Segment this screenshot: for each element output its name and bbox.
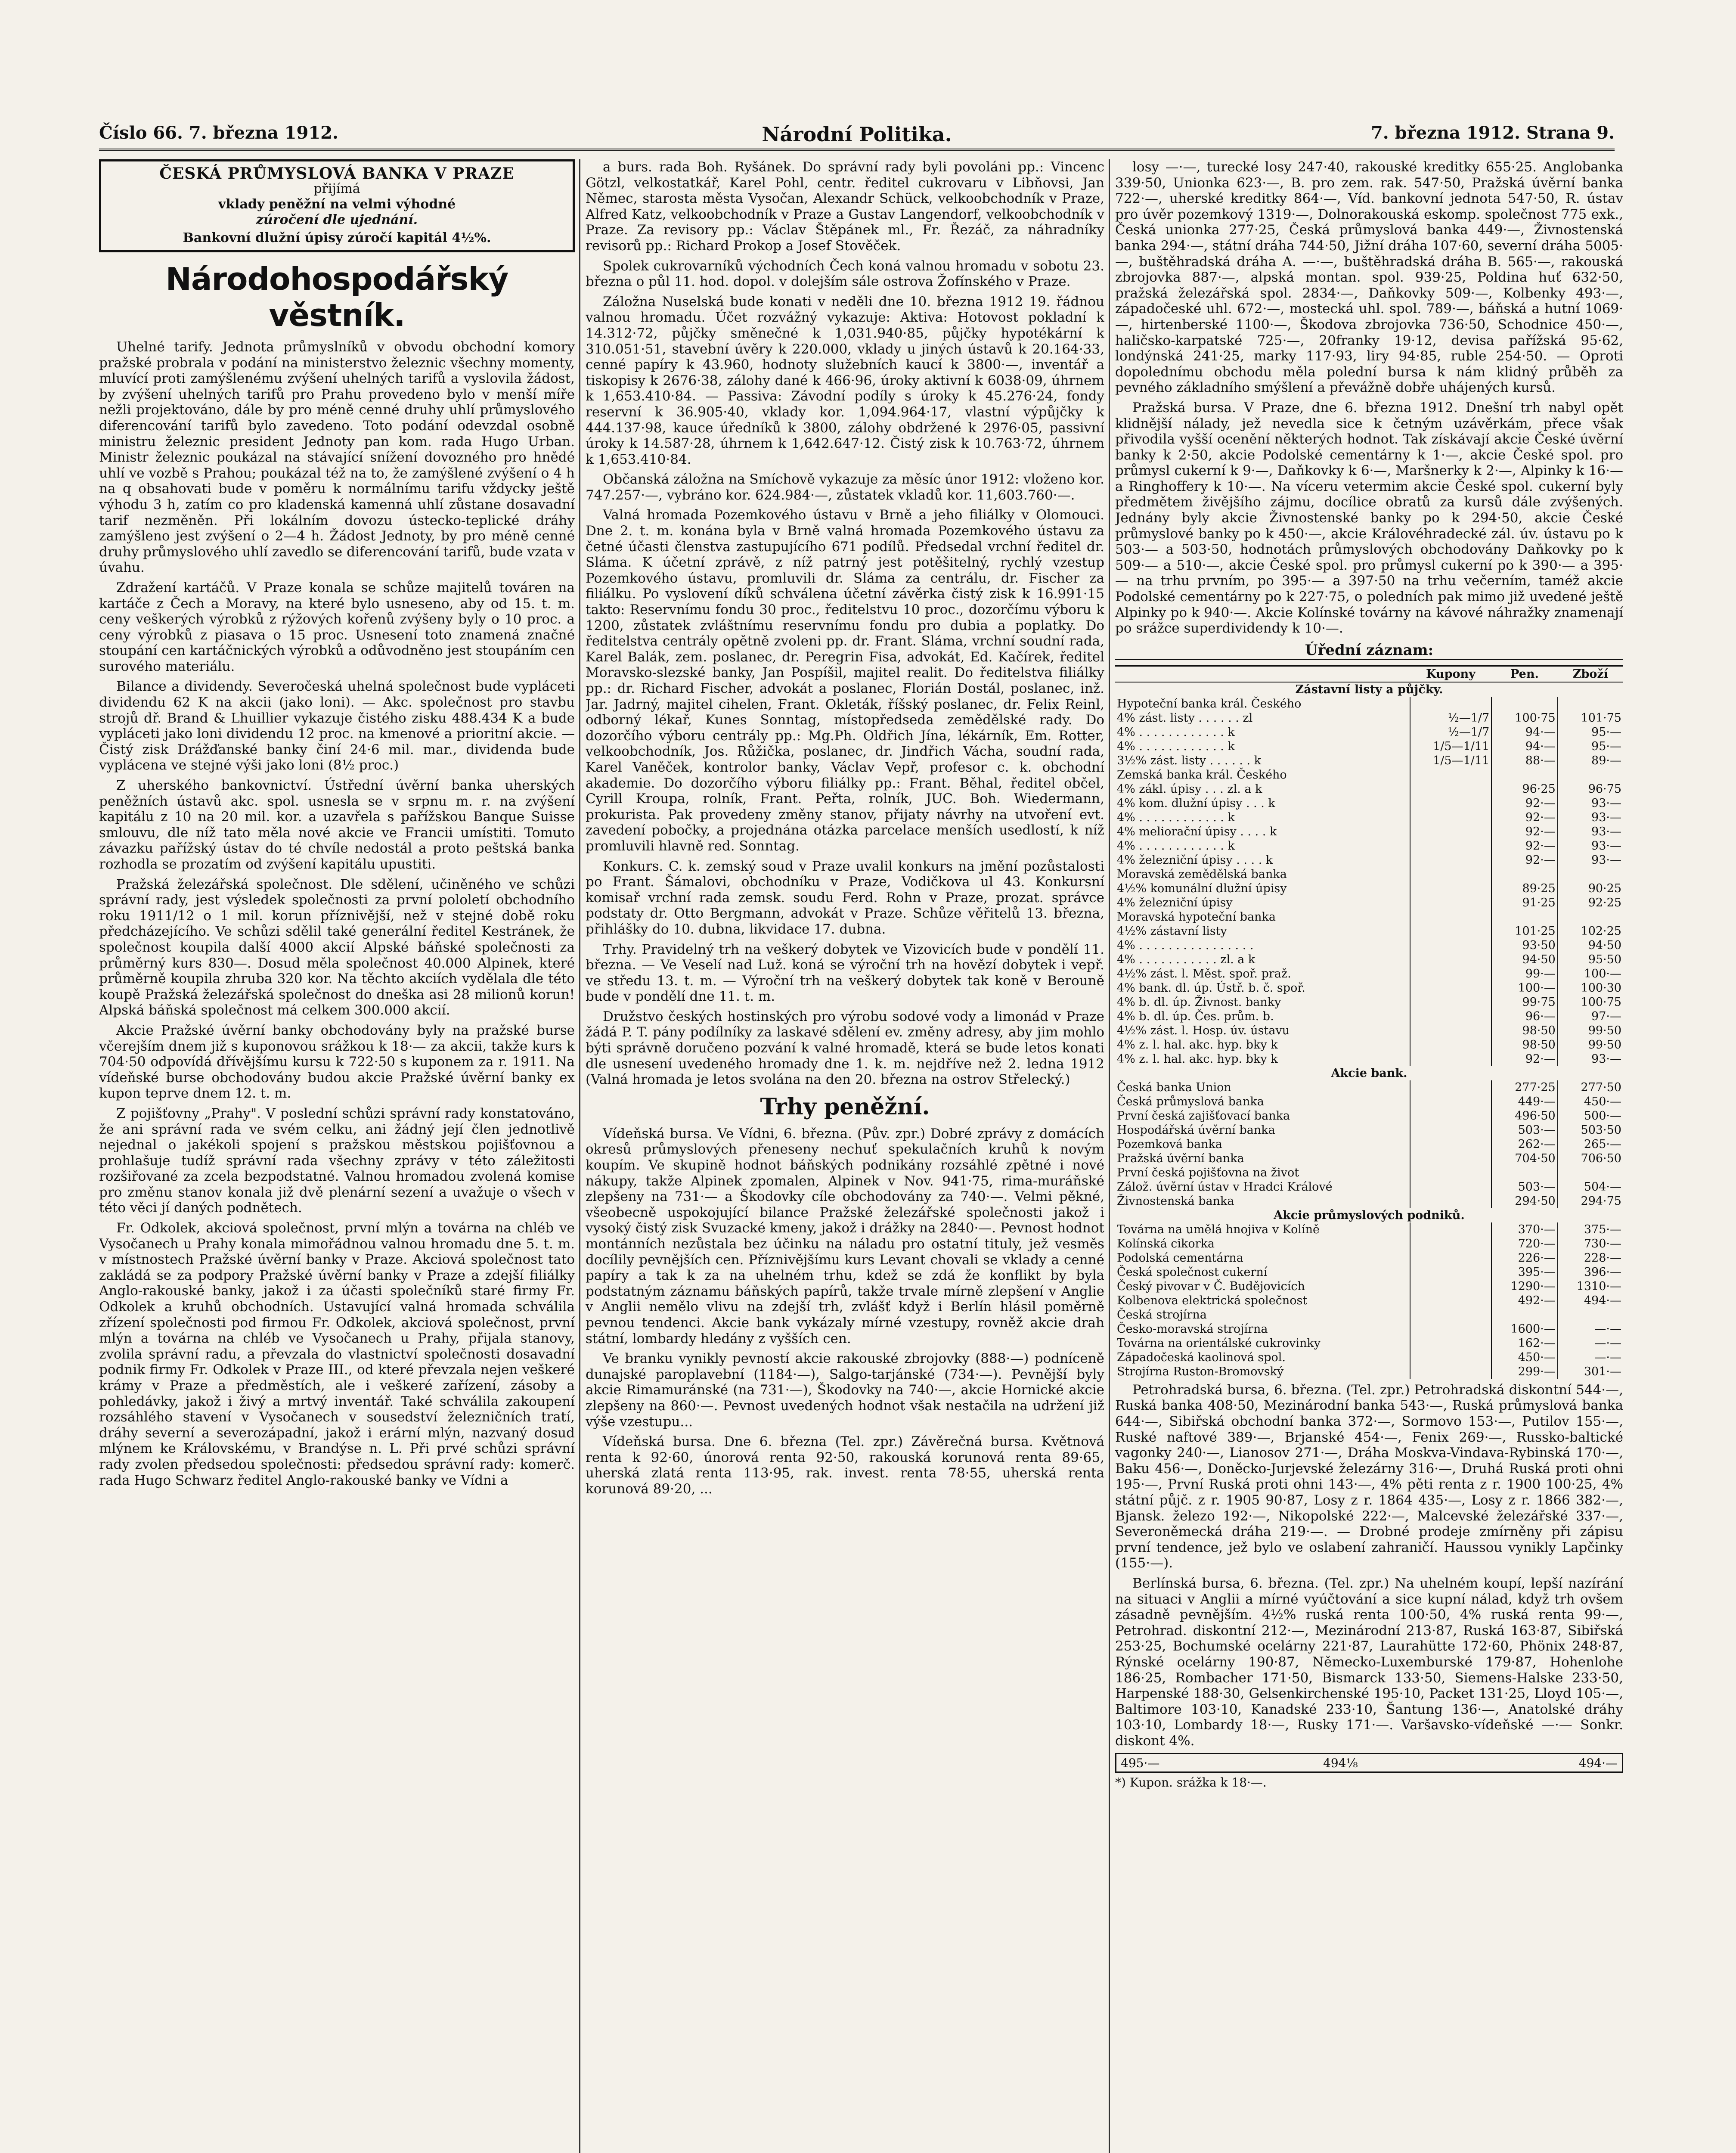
coupon-cell: ½—1/7 xyxy=(1410,725,1492,739)
table-row xyxy=(1115,1237,1623,1251)
goods-cell: 100·75 xyxy=(1558,995,1623,1009)
article-paragraph: Družstvo českých hostinských pro výrobu sodové vody a limonád v Praze žádá P. T. pány podílníky za laskavé sdělení ev. změny adresy, aby jim mohlo býti správně doručeno pozvání k valné hromadě, která se bude letos konati dle usnesení uvedeného hromady dne 1. k. m. nejdříve než 2. ledna 1912 (Valná hromada je letos svolána na den 20. března na ostrov Střelecký.) xyxy=(586,1008,1104,1088)
table-row xyxy=(1115,796,1623,810)
money-cell: 99·75 xyxy=(1491,995,1558,1009)
row-label: Továrna na orientálské cukrovinky xyxy=(1117,1336,1321,1350)
table-row xyxy=(1115,896,1623,910)
coupon-cell xyxy=(1410,1294,1492,1308)
coupon-cell xyxy=(1410,995,1492,1009)
ad-line: Bankovní dlužní úpisy zúročí kapitál 4½%. xyxy=(183,230,491,245)
row-label: 4% b. dl. úp. Čes. prům. b. xyxy=(1117,1009,1274,1023)
coupon-cell xyxy=(1410,697,1492,711)
summary-value: 494⅛ xyxy=(1323,1756,1358,1771)
coupon-cell xyxy=(1410,1336,1492,1350)
goods-cell: 450·— xyxy=(1558,1095,1623,1109)
money-cell: 370·— xyxy=(1491,1222,1558,1237)
article-paragraph: Fr. Odkolek, akciová společnost, první mlýn a továrna na chléb ve Vysočanech u Prahy konala mimořádnou valnou hromadu dne 5. t. m. v místnostech Pražské úvěrní banky v Praze. Akciová společnost tato zakládá se za podpory Pražské úvěrní banky v Praze a zdejší filiálky Anglo-rakouské banky, jakož i za účasti společníků staré firmy Fr. Odkolek a kruhů obchodních. Ustavující valná hromada schválila zřízení společnosti pod firmou Fr. Odkolek, akciová společnost, první mlýn a továrna na chléb ve Vysočanech u Prahy, přijala stanovy, zvolila správní radu, a převzala do vlastnictví společnosti dosavadní podnik firmy Fr. Odkolek v Praze III., od které převzala nejen veškeré krámy v Praze a předměstích, ale i veškeré zařízení, zásoby a pohledávky, jakož i živý a mrtvý inventář. Také schválila zakoupení rozsáhlého stavení v Vysočanech v sousedství železničních tratí, dráhy severní a severozápadní, jakož i erární mlýn, nazvaný dosud mlýnem ke Královskému, v Brandýse n. L. Při prvé schůzi správní rady zvolen předsedou společnosti: předsedou správní rady: komerč. rada Hugo Schwarz ředitel Anglo-rakouské banky ve Vídni a xyxy=(99,1220,575,1488)
coupon-cell xyxy=(1410,782,1492,796)
money-cell: 277·25 xyxy=(1491,1080,1558,1095)
coupon-cell: 1/5—1/11 xyxy=(1410,739,1492,754)
row-label: 4% . . . . . . . . . . . . k xyxy=(1117,810,1235,824)
coupon-cell xyxy=(1410,853,1492,867)
goods-cell: 706·50 xyxy=(1558,1151,1623,1166)
money-cell: 96·25 xyxy=(1491,782,1558,796)
row-label: 3½% zást. listy . . . . . . k xyxy=(1117,754,1261,767)
coupon-cell xyxy=(1410,796,1492,810)
money-cell: 94·— xyxy=(1491,739,1558,754)
coupon-cell xyxy=(1410,1180,1492,1194)
coupon-cell xyxy=(1410,1095,1492,1109)
money-cell: 503·— xyxy=(1491,1180,1558,1194)
table-group-row xyxy=(1115,1066,1623,1080)
ad-line: přijímá xyxy=(313,181,360,196)
coupon-cell xyxy=(1410,1194,1492,1208)
date-page-info: 7. března 1912. Strana 9. xyxy=(1370,123,1615,143)
ad-line: zúročení dle ujednání. xyxy=(256,212,418,227)
table-row xyxy=(1115,1009,1623,1024)
article-paragraph: Trhy. Pravidelný trh na veškerý dobytek ve Vizovicích bude v pondělí 11. března. — Ve Veselí nad Luž. koná se výroční trh na hovězí dobytek i vepř. ve středu 13. t. m. — Výroční trh na veškerý dobytek tak koně v Berouně bude v pondělí dne 11. t. m. xyxy=(586,941,1104,1005)
row-label: Česko-moravská strojírna xyxy=(1117,1322,1268,1336)
money-cell xyxy=(1491,1166,1558,1180)
goods-cell: 95·— xyxy=(1558,725,1623,739)
goods-cell: 93·— xyxy=(1558,796,1623,810)
table-row xyxy=(1115,1308,1623,1322)
row-label: Továrna na umělá hnojiva v Kolíně xyxy=(1117,1222,1320,1236)
goods-cell: 99·50 xyxy=(1558,1024,1623,1038)
coupon-cell xyxy=(1410,1308,1492,1322)
table-row xyxy=(1115,1194,1623,1208)
goods-cell xyxy=(1558,768,1623,782)
row-label: 4% . . . . . . . . . . . . . . . . xyxy=(1117,938,1254,952)
goods-cell: 96·75 xyxy=(1558,782,1623,796)
newspaper-title: Národní Politika. xyxy=(762,123,952,146)
goods-cell: 90·25 xyxy=(1558,881,1623,896)
goods-cell: 95·— xyxy=(1558,739,1623,754)
summary-value: 494·— xyxy=(1578,1756,1618,1771)
article-paragraph: Uhelné tarify. Jednota průmyslníků v obvodu obchodní komory pražské probrala v podání na ministerstvo železnic všechny momenty, mluvící proti zamýšlenému zvýšení uhelných tarifů a vyslovila žádost, by zvýšení uhelných tarifů pro Prahu provedeno bylo v menší míře nežli projektováno, dále by pro méně cenné druhy uhlí průmyslového diferencování tarifů bylo zavedeno. Toto podání odevzdal osobně ministru železnic president Jednoty pan kom. rada Hugo Urban. Ministr železnic poukázal na stávající snížení dovozného pro hnědé uhlí ve vozbě s Prahou; poukázal též na to, že zamýšlené zvýšení o 4 h na q obsahovati bude v poměru k normálnímu tarifu vždycky ještě výhodu 3 h, zatím co pro kladenská kamenná uhlí zůstane dosavadní tarif nezměněn. Při lokálním dovozu ústecko-teplické dráhy zamýšleno jest zvýšení o 2—4 h. Žádost Jednoty, by pro méně cenné druhy průmyslového uhlí zavedlo se diferencování tarifů, bude vzata v úvahu. xyxy=(99,339,575,576)
money-cell: 98·50 xyxy=(1491,1038,1558,1052)
table-header: Kupony xyxy=(1410,666,1492,682)
money-cell xyxy=(1491,867,1558,881)
row-label: Zálož. úvěrní ústav v Hradci Králové xyxy=(1117,1180,1333,1194)
article-paragraph: Konkurs. C. k. zemský soud v Praze uvalil konkurs na jmění pozůstalosti po Frant. Šámalovi, obchodníku v Praze, Vodičkova ul 43. Konkursní komisař vrchní rada zemsk. soudu Ferd. Rohn v Praze, prozat. správce podstaty dr. Otto Bergmann, advokát v Praze. Schůze věřitelů 13. března, přihlášky do 10. dubna, likvidace 17. dubna. xyxy=(586,858,1104,937)
section-title: Národohospodářský věstník. xyxy=(165,261,508,333)
money-cell xyxy=(1491,910,1558,924)
article-paragraph: losy —·—, turecké losy 247·40, rakouské kreditky 655·25. Anglobanka 339·50, Unionka 623·—, B. pro zem. rak. 547·50, Pražská úvěrní banka 722·—, uherské kreditky 864·—, Víd. bankovní jednota 547·50, R. ústav pro úvěr pozemkový 1319·—, Dolnorakouská eskomp. společnost 775 exk., Česká unionka 277·25, Česká průmyslová banka 449·—, Živnostenská banka 294·—, státní dráha 744·50, Jižní dráha 107·60, severní dráha 5005·—, buštěhradská dráha A. —·—, buštěhradská dráha B. 565·—, rakouská zbrojovka 887·—, alpská montan. spol. 939·25, Poldina huť 632·50, pražská železářská spol. 2834·—, Daňkovky 509·—, Kolbenky 493·—, západočeské uhl. 672·—, mostecká uhl. spol. 789·—, báňská a hutní 1069·—, hirtenberské 1100·—, Škodova zbrojovka 736·50, Schodnice 450·—, haličsko-karpatské 725·—, 20franky 19·12, devisa pařížská 95·62, londýnská 241·25, marky 117·93, liry 94·85, ruble 254·50. — Oproti dopolednímu obchodu měla polední bursa k nám klidný průběh za pevného základního smýšlení a převážně dobře uhájených kursů. xyxy=(1115,159,1623,396)
table-row xyxy=(1115,825,1623,839)
goods-cell: 93·— xyxy=(1558,810,1623,825)
row-label: Česká banka Union xyxy=(1117,1080,1231,1094)
table-row xyxy=(1115,1265,1623,1279)
table-row xyxy=(1115,1038,1623,1052)
coupon-cell xyxy=(1410,1080,1492,1095)
coupon-cell xyxy=(1410,1322,1492,1336)
table-row xyxy=(1115,981,1623,995)
table-header: Pen. xyxy=(1491,666,1558,682)
goods-cell: 301·— xyxy=(1558,1365,1623,1379)
goods-cell: 100·30 xyxy=(1558,981,1623,995)
article-paragraph: Vídeňská bursa. Dne 6. března (Tel. zpr.) Závěrečná bursa. Květnová renta k 92·60, únorová renta 92·50, rakouská korunová renta 89·65, uherská zlatá renta 113·95, rak. invest. renta 78·55, uherská renta korunová 89·20, ... xyxy=(586,1434,1104,1497)
goods-cell: 503·50 xyxy=(1558,1123,1623,1137)
article-paragraph: Vídeňská bursa. Ve Vídni, 6. března. (Pův. zpr.) Dobré zprávy z domácích okresů průmyslových přeneseny nechuť spekulačních kruhů k novým koupím. Ve skupině hodnot báňských podnikány rozsáhlé zpětné i nové nákupy, takže Alpinek zpomalen, Alpinek v Nov. 941·75, rima-muráňské zlepšeny na 731·— a Škodovky cíle obchodovány za 740·—. Velmi pěkné, všeobecně uspokojující bilance Pražské železářské společnosti jakož i vysoký čistý zisk Svuzacké kmeny, jakož i drážky na 2840·—. Pevnost hodnot montánních nezůstala bez účinku na náladu pro ostatní tituly, jež vesměs docílily pevnějších cen. Příznivějšímu kurs Levant chovali se vklady a cenné papíry a tak k za na uhelném trhu, kdež se zdá že konflikt by byla podstatným záznamu báňských papírů, takže trvale mírně zlepšení v Anglie v Anglii nemělo vlivu na zdejší trh, zvlášť když i Berlín hlásil poměrně pevnou tendenci. Akcie bank vykázaly mírné vzestupy, rovněž akcie drah státní, lombardy hledány z vyšších cen. xyxy=(586,1126,1104,1346)
coupon-cell xyxy=(1410,1151,1492,1166)
row-label: 4% . . . . . . . . . . . . k xyxy=(1117,839,1235,853)
article-paragraph: Zdražení kartáčů. V Praze konala se schůze majitelů továren na kartáče z Čech a Moravy, na které bylo usneseno, aby od 15. t. m. ceny veškerých výrobků z rýžových kořenů zvýšeny byly o 10 proc. a ceny výrobků z piasava o 15 proc. Usnesení toto znamená značné stoupání cen kartáčnických výrobků a odůvodněno jest stoupáním cen surového materiálu. xyxy=(99,580,575,674)
goods-cell: —·— xyxy=(1558,1336,1623,1350)
row-label: Hospodářská úvěrní banka xyxy=(1117,1123,1275,1137)
coupon-cell xyxy=(1410,924,1492,938)
table-row xyxy=(1115,697,1623,711)
footnote: *) Kupon. srážka k 18·—. xyxy=(1115,1775,1267,1790)
money-cell: 294·50 xyxy=(1491,1194,1558,1208)
row-label: 4% . . . . . . . . . . . zl. a k xyxy=(1117,952,1256,966)
row-label: Pozemková banka xyxy=(1117,1137,1222,1151)
money-cell: 720·— xyxy=(1491,1237,1558,1251)
goods-cell xyxy=(1558,697,1623,711)
row-label: Česká strojírna xyxy=(1117,1308,1207,1322)
table-row xyxy=(1115,853,1623,867)
row-label: Západočeská kaolinová spol. xyxy=(1117,1350,1286,1364)
official-record-title: Úřední záznam: xyxy=(1115,642,1623,660)
row-label: Kolínská cikorka xyxy=(1117,1237,1215,1250)
table-row xyxy=(1115,1080,1623,1095)
table-row xyxy=(1115,1137,1623,1151)
coupon-cell xyxy=(1410,1350,1492,1365)
table-row xyxy=(1115,1279,1623,1294)
money-cell: 89·25 xyxy=(1491,881,1558,896)
coupon-cell xyxy=(1410,1024,1492,1038)
money-cell: 503·— xyxy=(1491,1123,1558,1137)
money-cell: 92·— xyxy=(1491,796,1558,810)
coupon-cell xyxy=(1410,881,1492,896)
money-cell: 94·50 xyxy=(1491,952,1558,967)
goods-cell: 89·— xyxy=(1558,754,1623,768)
money-cell: 262·— xyxy=(1491,1137,1558,1151)
money-cell: 450·— xyxy=(1491,1350,1558,1365)
table-row xyxy=(1115,910,1623,924)
row-label: 4% zákl. úpisy . . . zl. a k xyxy=(1117,782,1262,796)
row-label: Český pivovar v Č. Budějovicích xyxy=(1117,1279,1305,1293)
row-label: Podolská cementárna xyxy=(1117,1251,1243,1265)
table-row xyxy=(1115,1322,1623,1336)
coupon-cell xyxy=(1410,1038,1492,1052)
masthead xyxy=(99,123,1615,151)
table-row xyxy=(1115,782,1623,796)
table-group-row xyxy=(1115,1208,1623,1222)
row-label: 4½% zást. l. Měst. spoř. praž. xyxy=(1117,967,1291,980)
goods-cell: 294·75 xyxy=(1558,1194,1623,1208)
coupon-cell xyxy=(1410,1052,1492,1066)
goods-cell: 101·75 xyxy=(1558,711,1623,725)
coupon-cell xyxy=(1410,981,1492,995)
money-cell: 101·25 xyxy=(1491,924,1558,938)
table-row xyxy=(1115,881,1623,896)
row-label: 4% kom. dlužní úpisy . . . k xyxy=(1117,796,1275,810)
ad-title: ČESKÁ PRŮMYSLOVÁ BANKA V PRAZE xyxy=(159,164,515,183)
row-label: Česká průmyslová banka xyxy=(1117,1095,1264,1108)
row-label: První česká pojišťovna na život xyxy=(1117,1166,1299,1179)
money-cell xyxy=(1491,697,1558,711)
goods-cell: 102·25 xyxy=(1558,924,1623,938)
coupon-cell xyxy=(1410,967,1492,981)
table-row xyxy=(1115,1151,1623,1166)
coupon-cell: 1/5—1/11 xyxy=(1410,754,1492,768)
money-cell: 98·50 xyxy=(1491,1024,1558,1038)
coupon-cell xyxy=(1410,825,1492,839)
goods-cell: 94·50 xyxy=(1558,938,1623,952)
coupon-cell xyxy=(1410,768,1492,782)
goods-cell: 95·50 xyxy=(1558,952,1623,967)
goods-cell xyxy=(1558,1308,1623,1322)
coupon-cell xyxy=(1410,1365,1492,1379)
table-row xyxy=(1115,1123,1623,1137)
table-row xyxy=(1115,1166,1623,1180)
goods-cell: 494·— xyxy=(1558,1294,1623,1308)
table-row xyxy=(1115,725,1623,739)
goods-cell xyxy=(1558,910,1623,924)
money-cell: 449·— xyxy=(1491,1095,1558,1109)
article-paragraph: Berlínská bursa, 6. března. (Tel. zpr.) Na uhelném koupí, lepší nazírání na situaci v Anglii a mírné vyúčtování a sice kupní nálad, když trh ovšem zásadně pevnějším. 4½% ruská renta 100·50, 4% ruská renta 99·—, Petrohrad. diskontní 212·—, Mezinárodní 213·87, Ruská 163·87, Sibiřská 253·25, Bochumské ocelárny 221·87, Laurahütte 172·60, Phönix 248·87, Rýnské ocelárny 190·87, Německo-Luxemburské 179·87, Hohenlohe 186·25, Rombacher 171·50, Bismarck 133·50, Siemens-Halske 233·50, Harpenské 188·30, Gelsenkirchenské 195·10, Packet 131·25, Lloyd 105·—, Baltimore 103·10, Kanadské 233·10, Šantung 136·—, Anatolské dráhy 103·10, Lombardy 18·—, Rusky 171·—. Varšavsko-vídeňské —·— Sonkr. diskont 4%. xyxy=(1115,1575,1623,1749)
coupon-cell xyxy=(1410,1251,1492,1265)
goods-cell: 99·50 xyxy=(1558,1038,1623,1052)
table-row xyxy=(1115,810,1623,825)
table-row xyxy=(1115,1024,1623,1038)
summary-value: 495·— xyxy=(1121,1756,1160,1771)
row-label: 4½% zástavní listy xyxy=(1117,924,1227,938)
row-label: 4% b. dl. úp. Živnost. banky xyxy=(1117,995,1281,1009)
table-row xyxy=(1115,1336,1623,1350)
column-1 xyxy=(99,159,575,2153)
table-row xyxy=(1115,711,1623,725)
table-row xyxy=(1115,867,1623,881)
column-3 xyxy=(1115,159,1623,2153)
money-cell: 299·— xyxy=(1491,1365,1558,1379)
coupon-cell xyxy=(1410,1009,1492,1024)
money-cell: 395·— xyxy=(1491,1265,1558,1279)
row-label: 4% z. l. hal. akc. hyp. bky k xyxy=(1117,1052,1278,1066)
money-cell: 704·50 xyxy=(1491,1151,1558,1166)
row-label: 4½% komunální dlužní úpisy xyxy=(1117,881,1287,895)
money-cell: 100·— xyxy=(1491,981,1558,995)
money-cell: 91·25 xyxy=(1491,896,1558,910)
coupon-cell xyxy=(1410,1166,1492,1180)
row-label: Kolbenova elektrická společnost xyxy=(1117,1294,1308,1307)
row-label: Moravská zemědělská banka xyxy=(1117,867,1287,881)
article-paragraph: Z uherského bankovnictví. Ústřední úvěrní banka uherských peněžních ústavů akc. spol. usnesla se v srpnu m. r. na zvýšení kapitálu z 10 na 20 mil. kor. a uzavřela s pařížskou Banque Suisse smlouvu, dle níž tato měla nové akcie ve Francii umístiti. Tomuto závazku pařížský ústav do té chvíle nedostál a proto peštská banka rozhodla se prozatím od zvýšení kapitálu upustiti. xyxy=(99,778,575,872)
goods-cell xyxy=(1558,867,1623,881)
goods-cell: 93·— xyxy=(1558,853,1623,867)
table-row xyxy=(1115,1180,1623,1194)
goods-cell: 93·— xyxy=(1558,839,1623,853)
group-label: Zástavní listy a půjčky. xyxy=(1295,683,1443,696)
article-paragraph: Valná hromada Pozemkového ústavu v Brně a jeho filiálky v Olomouci. Dne 2. t. m. konána byla v Brně valná hromada Pozemkového ústavu za četné účasti členstva zastupujícího 671 podílů. Předsedal vrchní ředitel dr. Sláma. K účetní zprávě, z níž patrný jest potěšitelný, rychlý vzestup Pozemkového ústavu, promluvili dr. Sláma za centrálu, dr. Fischer za filiálku. Po vyslovení díků schválena účetní závěrka čistý zisk k 16.991·15 takto: Reservnímu fondu 30 proc., ředitelstvu 10 proc., dozorčímu výboru k 1200, zůstatek zvláštnímu reservnímu fondu pro dubia a poplatky. Do ředitelstva centrály opětně zvoleni pp. dr. Frant. Sláma, vrchní soudní rada, Karel Balák, zem. poslanec, dr. Peregrin Fisa, advokát, Ed. Kačírek, ředitel Moravsko-slezské banky, Jan Pospíšil, majitel realit. Do ředitelstva filiálky pp.: dr. Richard Fischer, advokát a poslanec, Florián Dostál, poslanec, inž. Jar. Jadrný, majitel cihelen, Frant. Okleták, říšský poslanec, dr. Felix Reinl, odborný lékař, Kunes Sonntag, místopředseda zemědělské rady. Do dozorčího výboru centrály pp.: Mg.Ph. Oldřich Jína, lékárník, Em. Rotter, velkoobchodník, Jos. Růžička, poslanec, dr. Jindřich Vácha, soudní rada, Karel Vaněček, kontrolor banky, Václav Vepř, profesor c. k. obchodní akademie. Do dozorčího výboru filiálky pp.: Frant. Běhal, ředitel občel, Cyrill Kroupa, rolník, Frant. Peřta, rolník, JUC. Boh. Wiedermann, prokurista. Pak provedeny změny stanov, přijaty návrhy na utvoření evt. zavedení pobočky, a projednána otázka parcelace menších usedlostí, k níž promluvili hlavně red. Sonntag. xyxy=(586,507,1104,854)
table-row xyxy=(1115,739,1623,754)
row-label: Živnostenská banka xyxy=(1117,1194,1234,1208)
table-row xyxy=(1115,1109,1623,1123)
goods-cell: 97·— xyxy=(1558,1009,1623,1024)
rates-table xyxy=(1115,665,1623,1379)
row-label: Moravská hypoteční banka xyxy=(1117,910,1276,924)
goods-cell: 277·50 xyxy=(1558,1080,1623,1095)
column-rule xyxy=(1109,159,1110,2153)
coupon-cell xyxy=(1410,810,1492,825)
table-row xyxy=(1115,938,1623,952)
column-2 xyxy=(586,159,1104,2153)
row-label: Česká společnost cukerní xyxy=(1117,1265,1268,1279)
goods-cell: 396·— xyxy=(1558,1265,1623,1279)
table-row xyxy=(1115,995,1623,1009)
money-cell: 92·— xyxy=(1491,810,1558,825)
row-label: 4% bank. dl. úp. Ústř. b. č. spoř. xyxy=(1117,981,1305,995)
row-label: 4% meliorační úpisy . . . . k xyxy=(1117,825,1277,838)
coupon-cell xyxy=(1410,839,1492,853)
money-cell: 92·— xyxy=(1491,839,1558,853)
goods-cell: 93·— xyxy=(1558,825,1623,839)
table-row xyxy=(1115,1052,1623,1066)
group-label: Akcie bank. xyxy=(1331,1066,1407,1080)
article-paragraph: Spolek cukrovarníků východních Čech koná valnou hromadu v sobotu 23. března o půl 11. hod. dopol. v dolejším sále ostrova Žofínského v Praze. xyxy=(586,258,1104,290)
coupon-cell xyxy=(1410,1137,1492,1151)
markets-title: Trhy peněžní. xyxy=(760,1093,930,1120)
coupon-cell xyxy=(1410,952,1492,967)
row-label: 4% z. l. hal. akc. hyp. bky k xyxy=(1117,1038,1278,1052)
money-cell: 99·— xyxy=(1491,967,1558,981)
column-rule xyxy=(579,159,580,2153)
goods-cell: 228·— xyxy=(1558,1251,1623,1265)
money-cell: 492·— xyxy=(1491,1294,1558,1308)
coupon-cell xyxy=(1410,938,1492,952)
money-cell xyxy=(1491,1308,1558,1322)
row-label: 4% železniční úpisy . . . . k xyxy=(1117,853,1273,867)
money-cell: 93·50 xyxy=(1491,938,1558,952)
group-label: Akcie průmyslových podniků. xyxy=(1274,1208,1465,1222)
goods-cell: 375·— xyxy=(1558,1222,1623,1237)
table-row xyxy=(1115,1350,1623,1365)
money-cell: 92·— xyxy=(1491,853,1558,867)
goods-cell: 93·— xyxy=(1558,1052,1623,1066)
coupon-cell xyxy=(1410,1123,1492,1137)
article-paragraph: Pražská bursa. V Praze, dne 6. března 1912. Dnešní trh nabyl opět klidnější nálady, jež nevedla sice k četným uzávěrkám, přece však přivodila vyšší ocenění některých hodnot. Tak získávají akcie České úvěrní banky k 2·50, akcie Podolské cementárny k 1·—, akcie České spol. pro průmysl cukerní k 9·—, Daňkovky k 6·—, Maršnerky k 2·—, Alpinky k 16·— a Ringhoffery k 10·—. Na víceru vetermim akcie České spol. cukerní byly předmětem živějšího zájmu, docílice obratů za kursů dále zvýšených. Jednány byly akcie Živnostenské banky po k 294·50, akcie České průmyslové banky po k 450·—, akcie Královéhradecké zál. úv. ústavu po k 503·— a 503·50, hodnotách průmyslových obchodovány Daňkovky po k 509·— a 510·—, akcie České spol. pro průmysl cukerní po k 390·— a 395·— na trhu prvním, po 395·— a 397·50 na trhu večerním, taméž akcie Podolské cementárny po k 227·75, o poledních pak mimo již uvedené ještě Alpinky po k 940·—. Akcie Kolínské továrny na kávové náhražky znamenají po srážce superdividendy k 10·—. xyxy=(1115,400,1623,636)
goods-cell: 92·25 xyxy=(1558,896,1623,910)
table-row xyxy=(1115,754,1623,768)
coupon-cell xyxy=(1410,896,1492,910)
coupon-cell xyxy=(1410,1237,1492,1251)
article-paragraph: Pražská železářská společnost. Dle sdělení, učiněného ve schůzi správní rady, jest výsledek společnosti za první pololetí obchodního roku 1911/12 o 1 mil. korun příznivější, než v stejné době roku předcházejícího. Ve schůzi sdělil také generální ředitel Kestránek, že společnost koupila další 4000 akcií Alpské báňské společnosti za průměrný kurs 830—. Dosud měla společnost 40.000 Alpinek, které průměrně koupila zhruba 320 kor. Na těchto akciích vydělala dle této koupě Pražská železářská společnost do dneška asi 28 milionů korun! Alpská báňská společnost má celkem 300.000 akcií. xyxy=(99,876,575,1018)
goods-cell: —·— xyxy=(1558,1350,1623,1365)
goods-cell xyxy=(1558,1166,1623,1180)
money-cell: 1290·— xyxy=(1491,1279,1558,1294)
goods-cell: 1310·— xyxy=(1558,1279,1623,1294)
row-label: 4% . . . . . . . . . . . . k xyxy=(1117,725,1235,739)
coupon-cell: ½—1/7 xyxy=(1410,711,1492,725)
table-row xyxy=(1115,1294,1623,1308)
money-cell xyxy=(1491,768,1558,782)
table-row xyxy=(1115,952,1623,967)
money-cell: 1600·— xyxy=(1491,1322,1558,1336)
table-header: Zboží xyxy=(1558,666,1623,682)
goods-cell: —·— xyxy=(1558,1322,1623,1336)
issue-info: Číslo 66. 7. března 1912. xyxy=(99,123,338,143)
money-cell: 226·— xyxy=(1491,1251,1558,1265)
money-cell: 88·— xyxy=(1491,754,1558,768)
table-row xyxy=(1115,839,1623,853)
article-paragraph: a burs. rada Boh. Ryšánek. Do správní rady byli povoláni pp.: Vincenc Götzl, velkostatkář, Karel Pohl, centr. ředitel cukrovaru v Libňovsi, Jan Němec, starosta města Vysočan, Alexandr Schück, velkoobchodník v Praze, Alfred Katz, velkoobchodník v Praze a Gustav Langendorf, velkoobchodník v Praze. Za revisory pp.: Václav Štěpánek ml., Fr. Řezáč, za náhradníky revisorů pp.: Richard Prokop a Josef Stověček. xyxy=(586,159,1104,254)
row-label: Zemská banka král. Českého xyxy=(1117,768,1287,782)
money-cell: 94·— xyxy=(1491,725,1558,739)
table-row xyxy=(1115,924,1623,938)
article-paragraph: Petrohradská bursa, 6. března. (Tel. zpr.) Petrohradská diskontní 544·—, Ruská banka 408·50, Mezinárodní banka 543·—, Ruská průmyslová banka 644·—, Sibiřská obchodní banka 372·—, Sormovo 153·—, Putilov 155·—, Ruské naftové 389·—, Brjanské 454·—, Fenix 269·—, Russko-baltické vagonky 240·—, Lianosov 271·—, Dráha Moskva-Vindava-Rybinská 170·—, Baku 456·—, Doněcko-Jurjevské železárny 316·—, Druhá Ruská proti ohni 195·—, První Ruská proti ohni 143·—, 4% pěti renta z r. 1900 100·25, 4% státní půjč. z r. 1905 90·87, Losy z r. 1864 435·—, Losy z r. 1866 382·—, Bjansk. železo 192·—, Nikopolské 222·—, Malcevské železářské 337·—, Severoněmecká dráha 219·—. — Drobné prodeje zmírněny při zápisu první tendence, jež bylo ve oslabení zahraničí. Haussou vynikly Lapčinky (155·—). xyxy=(1115,1382,1623,1571)
row-label: První česká zajišťovací banka xyxy=(1117,1109,1290,1123)
coupon-cell xyxy=(1410,910,1492,924)
goods-cell: 265·— xyxy=(1558,1137,1623,1151)
coupon-cell xyxy=(1410,867,1492,881)
table-row xyxy=(1115,1251,1623,1265)
row-label: Strojírna Ruston-Bromovský xyxy=(1117,1365,1284,1378)
table-row xyxy=(1115,1095,1623,1109)
article-paragraph: Z pojišťovny „Prahy". V poslední schůzi správní rady konstatováno, že ani správní rada ve svém celku, ani žádný její člen jednotlivě nejednal o jakékoli spojení s pražskou městskou pojišťovnou a prohlašuje tudíž správní rada všechny zprávy v této záležitosti rozšiřované za zcela bezpodstatné. Valnou hromadou zvolená komise pro změnu stanov konala již dvě plenární sezení a uvažuje o všech v této věci jí daných podnětech. xyxy=(99,1105,575,1216)
goods-cell: 504·— xyxy=(1558,1180,1623,1194)
money-cell: 92·— xyxy=(1491,1052,1558,1066)
money-cell: 162·— xyxy=(1491,1336,1558,1350)
goods-cell: 500·— xyxy=(1558,1109,1623,1123)
rates-table-body xyxy=(1115,682,1623,1379)
bank-advertisement xyxy=(99,159,575,252)
article-paragraph: Občanská záložna na Smíchově vykazuje za měsíc únor 1912: vloženo kor. 747.257·—, vybráno kor. 624.984·—, zůstatek vkladů kor. 11,603.760·—. xyxy=(586,472,1104,503)
table-row xyxy=(1115,1365,1623,1379)
row-label: 4½% zást. l. Hosp. úv. ústavu xyxy=(1117,1024,1290,1037)
article-paragraph: Záložna Nuselská bude konati v neděli dne 10. března 1912 19. řádnou valnou hromadu. Účet rozvážný vykazuje: Aktiva: Hotovost pokladní k 14.312·72, půjčky směnečné k 1,031.940·85, půjčky hypotékární k 310.051·51, stavební úvěry k 220.000, vklady u jiných ústavů k 20.164·33, cenné papíry k 43.960, hodnoty služebních kaucí k 3800·—, inventář a tiskopisy k 2676·38, zálohy dané k 466·96, úroky aktivní k 6038·09, úhrnem k 1,653.410·84. — Passiva: Závodní podíly s úroky k 45.276·24, fondy reservní k 36.905·40, vklady kor. 1,094.964·17, vlastní výpůjčky k 444.137·98, kauce úředníků k 3800, zálohy obdržené k 2976·05, passivní úroky k 14.587·28, úhrnem k 1,642.647·12. Čistý zisk k 10.763·72, úhrnem k 1,653.410·84. xyxy=(586,294,1104,467)
money-cell: 96·— xyxy=(1491,1009,1558,1024)
goods-cell: 730·— xyxy=(1558,1237,1623,1251)
row-label: Pražská úvěrní banka xyxy=(1117,1151,1244,1165)
table-group-row xyxy=(1115,682,1623,697)
table-row xyxy=(1115,1222,1623,1237)
article-paragraph: Bilance a dividendy. Severočeská uhelná společnost bude vypláceti dividendu 62 K na akcii (jako loni). — Akc. společnost pro stavbu strojů dř. Brand & Lhuillier vykazuje čistého zisku 488.434 K a bude vypláceti jako loni dividendu 12 proc. na kmenové a prioritní akcie. — Čistý zisk Drážďanské banky činí 24·6 mil. mar., dividenda bude vyplácena ve stejné výši jako loni (8½ proc.) xyxy=(99,679,575,773)
row-label: 4% . . . . . . . . . . . . k xyxy=(1117,739,1235,753)
table-row xyxy=(1115,768,1623,782)
row-label: 4% zást. listy . . . . . . zl xyxy=(1117,711,1253,725)
coupon-cell xyxy=(1410,1222,1492,1237)
table-header xyxy=(1115,666,1410,682)
coupon-cell xyxy=(1410,1109,1492,1123)
article-paragraph: Akcie Pražské úvěrní banky obchodovány byly na pražské burse včerejším dnem již s kuponovou srážkou k 18·— za akcii, takže kurs k 704·50 odpovídá dřívějšímu kursu k 722·50 s kuponem za r. 1911. Na vídeňské burse obchodovány budou akcie Pražské úvěrní banky ex kupon teprve dnem 12. t. m. xyxy=(99,1022,575,1101)
table-row xyxy=(1115,967,1623,981)
coupon-cell xyxy=(1410,1265,1492,1279)
money-cell: 100·75 xyxy=(1491,711,1558,725)
money-cell: 496·50 xyxy=(1491,1109,1558,1123)
coupon-cell xyxy=(1410,1279,1492,1294)
summary-box xyxy=(1115,1753,1623,1773)
row-label: 4% železniční úpisy xyxy=(1117,896,1233,909)
goods-cell: 100·— xyxy=(1558,967,1623,981)
ad-line: vklady peněžní na velmi výhodné xyxy=(218,197,456,212)
money-cell: 92·— xyxy=(1491,825,1558,839)
row-label: Hypoteční banka král. Českého xyxy=(1117,697,1302,710)
article-paragraph: Ve branku vynikly pevností akcie rakouské zbrojovky (888·—) podníceně dunajské paroplavební (1184·—), Salgo-tarjánské (734·—). Pevnější byly akcie Rimamuránské (na 731·—), Škodovky na 740·—, akcie Hornické akcie zlepšeny na 860·—. Pevnost uvedených hodnot však nestačila na udržení již výše vzestupu... xyxy=(586,1351,1104,1430)
table-header-row xyxy=(1115,666,1623,682)
